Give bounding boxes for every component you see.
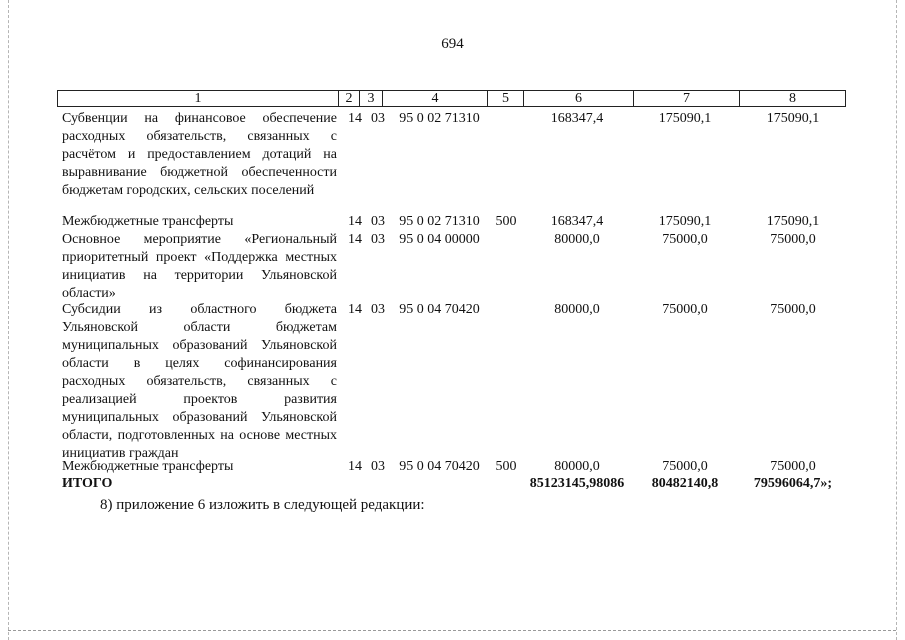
row-subsection: 03 <box>371 214 385 229</box>
header-col-7: 7 <box>633 90 740 107</box>
row-section: 14 <box>348 302 362 317</box>
header-col-3: 3 <box>359 90 383 107</box>
header-col-2: 2 <box>338 90 360 107</box>
header-col-8: 8 <box>739 90 846 107</box>
row-name: Основное мероприятие «Региональный приоритетный проект «Поддержка местных инициатив на территории Ульяновской области» <box>62 232 337 301</box>
row-target-code: 95 0 04 70420 <box>399 459 480 474</box>
amendment-note: 8) приложение 6 изложить в следующей редакции: <box>100 497 425 513</box>
row-subsection: 03 <box>371 111 385 126</box>
row-name: Субсидии из областного бюджета Ульяновской области бюджетам муниципальных образований Ульяновской области в целях софинансирования расходных обязательств, связанных с реализацией проектов развития муниципальных образований Ульяновской области, подготовленных на основе местных инициатив граждан <box>62 302 337 461</box>
row-amount-col7: 175090,1 <box>658 111 712 126</box>
row-amount-col8: 75000,0 <box>770 232 816 247</box>
row-amount-col6: 80000,0 <box>554 459 600 474</box>
header-col-5: 5 <box>487 90 524 107</box>
row-name: Межбюджетные трансферты <box>62 459 234 474</box>
row-amount-col6: 80000,0 <box>554 232 600 247</box>
total-label: ИТОГО <box>62 476 113 491</box>
row-name: Субвенции на финансовое обеспечение расходных обязательств, связанных с расчётом и предоставлением дотаций на выравнивание бюджетной обеспеченности бюджетам городских, сельских поселений <box>62 111 337 198</box>
row-amount-col8: 175090,1 <box>766 214 820 229</box>
row-section: 14 <box>348 232 362 247</box>
header-col-4: 4 <box>382 90 488 107</box>
table-header <box>57 90 846 108</box>
row-amount-col8: 75000,0 <box>770 459 816 474</box>
row-amount-col6: 80000,0 <box>554 302 600 317</box>
total-col8: 79596064,7»; <box>753 476 833 491</box>
row-amount-col7: 175090,1 <box>658 214 712 229</box>
row-amount-col7: 75000,0 <box>662 459 708 474</box>
row-amount-col8: 175090,1 <box>766 111 820 126</box>
row-section: 14 <box>348 111 362 126</box>
total-col6: 85123145,98086 <box>529 476 625 491</box>
row-subsection: 03 <box>371 459 385 474</box>
row-target-code: 95 0 02 71310 <box>399 111 480 126</box>
row-subsection: 03 <box>371 302 385 317</box>
total-col7: 80482140,8 <box>651 476 719 491</box>
scan-edge-left <box>8 0 9 640</box>
page-number: 694 <box>441 36 464 52</box>
row-amount-col7: 75000,0 <box>662 232 708 247</box>
header-col-1: 1 <box>57 90 339 107</box>
scan-edge-bottom <box>8 630 896 631</box>
row-amount-col6: 168347,4 <box>550 214 604 229</box>
row-target-code: 95 0 02 71310 <box>399 214 480 229</box>
row-expense-type: 500 <box>495 214 517 229</box>
row-section: 14 <box>348 459 362 474</box>
row-amount-col7: 75000,0 <box>662 302 708 317</box>
scan-edge-right <box>896 0 897 640</box>
row-target-code: 95 0 04 00000 <box>399 232 480 247</box>
row-amount-col8: 75000,0 <box>770 302 816 317</box>
row-name: Межбюджетные трансферты <box>62 214 234 229</box>
row-amount-col6: 168347,4 <box>550 111 604 126</box>
row-section: 14 <box>348 214 362 229</box>
row-target-code: 95 0 04 70420 <box>399 302 480 317</box>
row-expense-type: 500 <box>495 459 517 474</box>
header-col-6: 6 <box>523 90 634 107</box>
row-subsection: 03 <box>371 232 385 247</box>
